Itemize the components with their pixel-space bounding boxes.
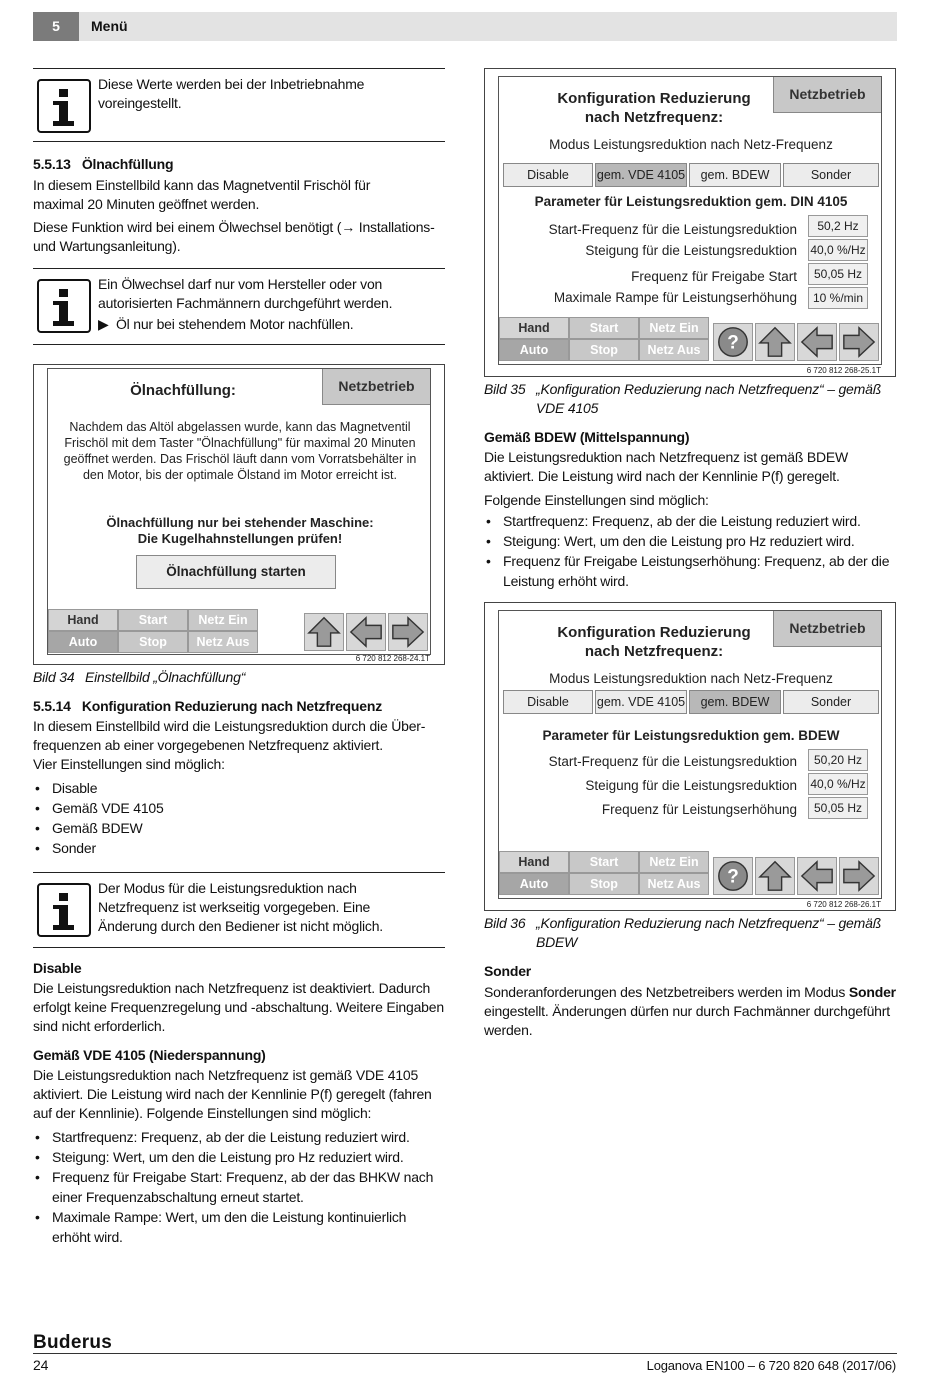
arrow-left-icon	[347, 614, 385, 650]
figure-text: „Konfiguration Reduzierung nach Netzfrequenz“ – gemäß	[536, 381, 882, 397]
frequency-config-screen-bdew	[498, 610, 882, 899]
hand-button[interactable]: Hand	[48, 609, 118, 631]
tab-vde-4105[interactable]: gem. VDE 4105	[595, 163, 687, 187]
arrow-up-icon	[756, 858, 794, 894]
start-button[interactable]: Start	[118, 609, 188, 631]
oil-refill-warning-1: Ölnachfüllung nur bei stehender Maschine:	[106, 515, 374, 530]
sonder-heading: Sonder	[484, 963, 532, 979]
home-arrow-up-button[interactable]	[755, 323, 795, 361]
figure-34-panel	[33, 364, 445, 665]
section-number: 5.5.13	[33, 156, 71, 172]
buderus-logo: Buderus	[33, 1332, 113, 1353]
netz-ein-button[interactable]: Netz Ein	[639, 851, 709, 873]
tab-sonder[interactable]: Sonder	[783, 163, 879, 187]
back-arrow-button[interactable]	[346, 613, 386, 651]
list-item: • Maximale Rampe: Wert, um den die Leistung kontinuierlich erhöht wird.	[33, 1207, 445, 1247]
vde-settings-list	[33, 1127, 445, 1247]
netz-ein-button[interactable]: Netz Ein	[639, 317, 709, 339]
figure-text: Einstellbild „Ölnachfüllung“	[85, 669, 246, 685]
tab-disable[interactable]: Disable	[503, 163, 593, 187]
netz-aus-button[interactable]: Netz Aus	[188, 631, 258, 653]
bdew-text: Die Leistungsreduktion nach Netzfrequenz ist gemäß BDEW aktiviert. Die Leistung wird nach der Kennlinie P(f) geregelt.	[484, 449, 849, 484]
help-icon	[714, 324, 752, 360]
footer-divider	[33, 1353, 897, 1354]
home-arrow-up-button[interactable]	[755, 857, 795, 895]
figure-34-caption	[33, 668, 245, 687]
disable-heading: Disable	[33, 960, 82, 976]
vde-text: Die Leistungsreduktion nach Netzfrequenz ist gemäß VDE 4105 aktiviert. Die Leistung wird nach der Kennlinie P(f) geregelt (fahren auf der Kennlinie). Folgende Einstellungen sind möglich:	[33, 1067, 432, 1121]
mode-label: Modus Leistungsreduktion nach Netz-Frequenz	[549, 671, 833, 686]
parameter-title: Parameter für Leistungsreduktion gem. BDEW	[542, 728, 840, 743]
parameter-title: Parameter für Leistungsreduktion gem. DIN 4105	[534, 194, 848, 209]
auto-button[interactable]: Auto	[499, 339, 569, 361]
figure-reference: 6 720 812 268-24.1T	[355, 654, 430, 663]
netzbetrieb-badge: Netzbetrieb	[773, 77, 881, 113]
list-item: • Gemäß VDE 4105	[33, 798, 433, 818]
arrow-up-icon	[756, 324, 794, 360]
info-icon	[37, 883, 91, 937]
list-item: • Frequenz für Freigabe Leistungserhöhung: Frequenz, ab der die Leistung erhöht wird.	[484, 551, 896, 591]
figure-text-line-2: BDEW	[536, 934, 578, 950]
screen-title-line-1: Konfiguration Reduzierung	[557, 90, 751, 107]
param-value-start-frequency[interactable]: 50,20 Hz	[808, 749, 868, 771]
param-value-start-frequency[interactable]: 50,2 Hz	[808, 215, 868, 237]
sonder-text-bold: Sonder	[848, 984, 896, 1000]
arrow-up-icon	[305, 614, 343, 650]
info-icon	[37, 79, 91, 133]
param-value-max-ramp[interactable]: 10 %/min	[808, 287, 868, 309]
figure-number: Bild 36	[484, 915, 526, 931]
tab-vde-4105[interactable]: gem. VDE 4105	[595, 690, 687, 714]
param-label-start-frequency: Start-Frequenz für die Leistungsreduktion	[548, 754, 797, 769]
info-text-1: Diese Werte werden bei der Inbetriebnahme voreingestellt.	[98, 76, 365, 111]
hand-button[interactable]: Hand	[499, 317, 569, 339]
oil-refill-warning-2: Die Kugelhahnstellungen prüfen!	[137, 531, 343, 546]
figure-reference: 6 720 812 268-25.1T	[806, 366, 881, 375]
param-value-increase-frequency[interactable]: 50,05 Hz	[808, 797, 868, 819]
arrow-left-icon	[798, 324, 836, 360]
chapter-title: Menü	[91, 18, 128, 34]
netzbetrieb-badge: Netzbetrieb	[322, 369, 430, 405]
section-title: Ölnachfüllung	[81, 156, 174, 172]
auto-button[interactable]: Auto	[499, 873, 569, 895]
section-5-5-13-p1: In diesem Einstellbild kann das Magnetventil Frischöl für maximal 20 Minuten geöffnet werden.	[33, 177, 371, 212]
frequency-config-screen-vde	[498, 76, 882, 365]
param-value-release-frequency[interactable]: 50,05 Hz	[808, 263, 868, 285]
param-label-max-ramp: Maximale Rampe für Leistungserhöhung	[553, 290, 797, 305]
chapter-number: 5	[33, 12, 79, 41]
param-value-slope[interactable]: 40,0 %/Hz	[808, 239, 868, 261]
tab-bdew[interactable]: gem. BDEW	[689, 163, 781, 187]
arrow-right-icon	[840, 858, 878, 894]
document-reference: Loganova EN100 – 6 720 820 648 (2017/06)	[646, 1358, 896, 1373]
param-label-slope: Steigung für die Leistungsreduktion	[585, 778, 797, 793]
figure-number: Bild 35	[484, 381, 526, 397]
screen-title-line-2: nach Netzfrequenz:	[584, 109, 724, 126]
start-oil-refill-button[interactable]: Ölnachfüllung starten	[136, 555, 336, 589]
tab-disable[interactable]: Disable	[503, 690, 593, 714]
help-icon-glyph: ?	[727, 332, 739, 354]
param-label-start-frequency: Start-Frequenz für die Leistungsreduktion	[548, 222, 797, 237]
arrow-left-icon	[798, 858, 836, 894]
netz-ein-button[interactable]: Netz Ein	[188, 609, 258, 631]
list-item: • Frequenz für Freigabe Start: Frequenz, ab der das BHKW nach einer Frequenzabschaltung erneut startet.	[33, 1167, 445, 1207]
forward-arrow-button[interactable]	[839, 323, 879, 361]
list-item: • Startfrequenz: Frequenz, ab der die Leistung reduziert wird.	[33, 1127, 445, 1147]
back-arrow-button[interactable]	[797, 857, 837, 895]
info-step: ▶ Öl nur bei stehendem Motor nachfüllen.	[98, 316, 354, 332]
section-5-5-13-p2: Diese Funktion wird bei einem Ölwechsel benötigt (→ Installations- und Wartungsanleitung).	[33, 219, 435, 254]
figure-36-panel	[484, 602, 896, 911]
bdew-heading: Gemäß BDEW (Mittelspannung)	[484, 429, 690, 445]
list-item: • Gemäß BDEW	[33, 818, 433, 838]
settings-list	[33, 778, 433, 858]
figure-reference: 6 720 812 268-26.1T	[806, 900, 881, 909]
list-item: • Startfrequenz: Frequenz, ab der die Leistung reduziert wird.	[484, 511, 896, 531]
vde-heading: Gemäß VDE 4105 (Niederspannung)	[33, 1047, 266, 1063]
section-title: Konfiguration Reduzierung nach Netzfrequenz	[81, 698, 382, 714]
info-text-3: Der Modus für die Leistungsreduktion nach Netzfrequenz ist werkseitig vorgegeben. Eine Änderung durch den Bediener ist nicht möglich.	[98, 880, 383, 934]
header-bar	[33, 12, 897, 41]
section-number: 5.5.14	[33, 698, 71, 714]
page-number: 24	[33, 1357, 49, 1373]
figure-35-caption	[484, 380, 896, 418]
help-icon-glyph: ?	[727, 866, 739, 888]
help-button[interactable]	[713, 857, 753, 895]
screen-title: Ölnachfüllung:	[130, 382, 236, 399]
sonder-text	[484, 983, 896, 1040]
figure-36-caption	[484, 914, 896, 952]
info-box-2	[33, 268, 445, 345]
tab-sonder[interactable]: Sonder	[783, 690, 879, 714]
help-icon	[714, 858, 752, 894]
oil-refill-description: Nachdem das Altöl abgelassen wurde, kann das Magnetventil Frischöl mit dem Taster "Ölnachfüllung" für maximal 20 Minuten geöffnet werden. Das Frischöl läuft dann vom Vorratsbehälter in den Motor, bis der optimale Ölstand im Motor erreicht ist.	[63, 420, 417, 482]
param-label-release-frequency: Frequenz für Freigabe Start	[631, 269, 797, 284]
bdew-settings-list	[484, 511, 896, 591]
auto-button[interactable]: Auto	[48, 631, 118, 653]
forward-arrow-button[interactable]	[839, 857, 879, 895]
param-value-slope[interactable]: 40,0 %/Hz	[808, 773, 868, 795]
figure-number: Bild 34	[33, 669, 75, 685]
hand-button[interactable]: Hand	[499, 851, 569, 873]
arrow-right-icon	[840, 324, 878, 360]
sonder-text-a: Sonderanforderungen des Netzbetreibers werden im Modus	[484, 984, 849, 1000]
list-item: • Disable	[33, 778, 433, 798]
stop-button[interactable]: Stop	[118, 631, 188, 653]
info-box-3	[33, 872, 445, 948]
list-item: • Steigung: Wert, um den die Leistung pro Hz reduziert wird.	[484, 531, 896, 551]
param-label-increase-frequency: Frequenz für Leistungserhöhung	[601, 802, 797, 817]
section-5-5-14-p1: In diesem Einstellbild wird die Leistungsreduktion durch die Über-	[33, 718, 426, 734]
home-arrow-up-button[interactable]	[304, 613, 344, 651]
section-5-5-13-heading	[33, 155, 173, 174]
section-5-5-14-p2: Vier Einstellungen sind möglich:	[33, 756, 225, 772]
screen-title-line-1: Konfiguration Reduzierung	[557, 624, 751, 641]
stop-button[interactable]: Stop	[569, 339, 639, 361]
figure-text-line-2: VDE 4105	[536, 400, 599, 416]
mode-label: Modus Leistungsreduktion nach Netz-Frequenz	[549, 137, 833, 152]
netzbetrieb-badge: Netzbetrieb	[773, 611, 881, 647]
stop-button[interactable]: Stop	[569, 873, 639, 895]
start-button[interactable]: Start	[569, 851, 639, 873]
arrow-right-icon	[389, 614, 427, 650]
figure-text: „Konfiguration Reduzierung nach Netzfrequenz“ – gemäß	[536, 915, 882, 931]
info-icon	[37, 279, 91, 333]
forward-arrow-button[interactable]	[388, 613, 428, 651]
figure-35-panel	[484, 68, 896, 377]
oil-refill-screen	[47, 368, 431, 655]
bdew-intro: Folgende Einstellungen sind möglich:	[484, 492, 709, 508]
netz-aus-button[interactable]: Netz Aus	[639, 339, 709, 361]
back-arrow-button[interactable]	[797, 323, 837, 361]
sonder-text-c: eingestellt. Änderungen dürfen nur durch Fachmänner durchgeführt werden.	[484, 1003, 890, 1038]
info-step-text: Öl nur bei stehendem Motor nachfüllen.	[115, 316, 354, 332]
disable-text: Die Leistungsreduktion nach Netzfrequenz ist deaktiviert. Dadurch erfolgt keine Frequenzregelung und -abschaltung. Weitere Eingaben sind nicht erforderlich.	[33, 980, 444, 1034]
netz-aus-button[interactable]: Netz Aus	[639, 873, 709, 895]
section-5-5-14-p1b: frequenzen ab einer vorgegebenen Netzfrequenz aktiviert.	[33, 737, 383, 753]
param-label-slope: Steigung für die Leistungsreduktion	[585, 243, 797, 258]
list-item: • Steigung: Wert, um den die Leistung pro Hz reduziert wird.	[33, 1147, 445, 1167]
info-box-1	[33, 68, 445, 142]
tab-bdew[interactable]: gem. BDEW	[689, 690, 781, 714]
list-item: • Sonder	[33, 838, 433, 858]
info-text-2: Ein Ölwechsel darf nur vom Hersteller oder von autorisierten Fachmännern durchgeführt werden.	[98, 276, 393, 311]
section-5-5-14-heading	[33, 697, 382, 716]
screen-title-line-2: nach Netzfrequenz:	[584, 643, 724, 660]
help-button[interactable]	[713, 323, 753, 361]
start-button[interactable]: Start	[569, 317, 639, 339]
